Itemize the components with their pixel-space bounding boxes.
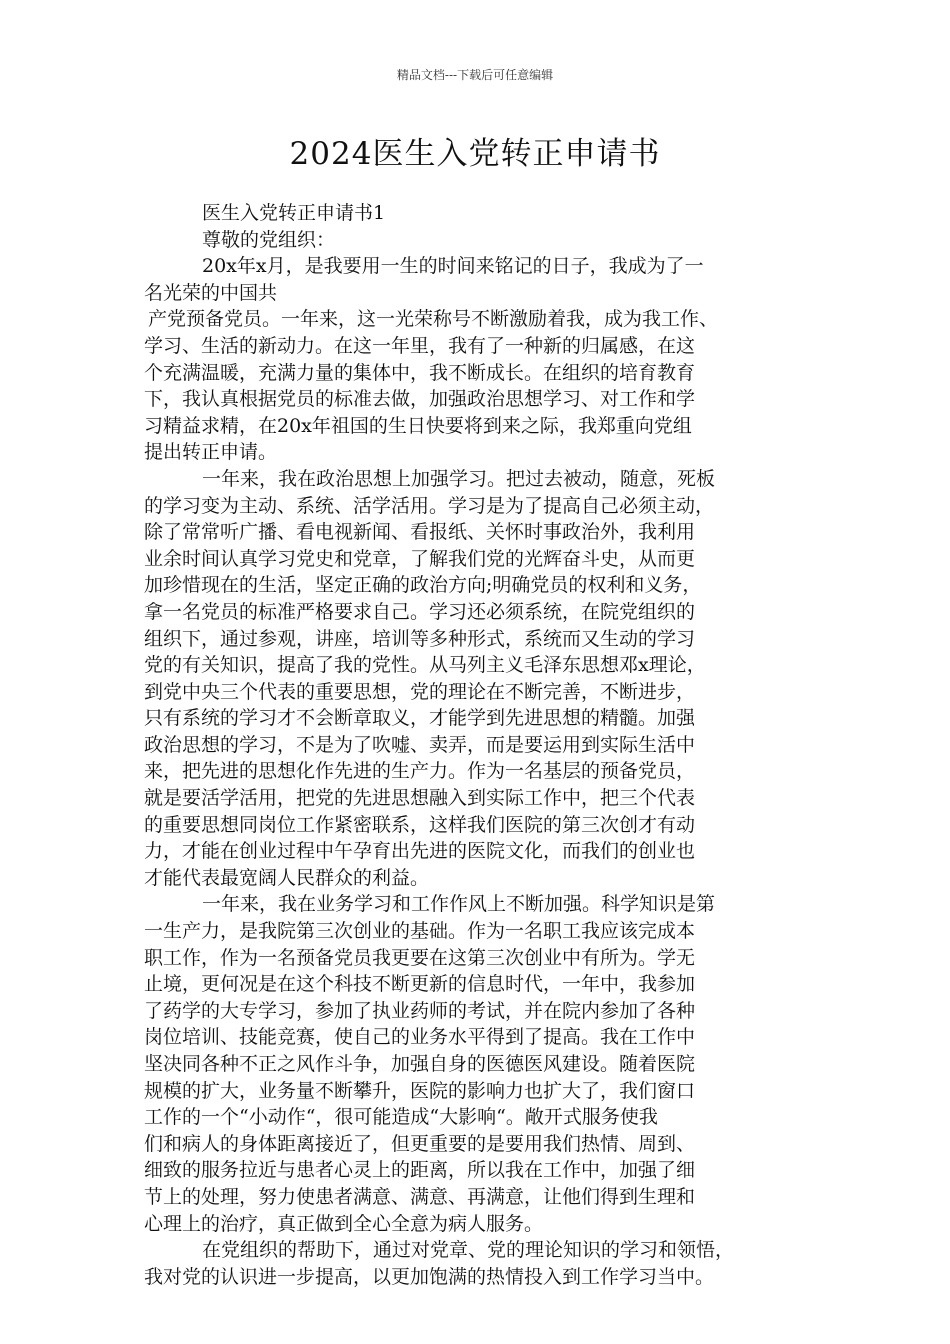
text-line: 党的有关知识，提高了我的党性。从马列主义毛泽东思想邓x理论， [144, 654, 706, 677]
text-line: 的重要思想同岗位工作紧密联系，这样我们医院的第三次创才有动 [144, 813, 696, 836]
text-line: 我对党的认识进一步提高，以更加饱满的热情投入到工作学习当中。 [144, 1265, 715, 1288]
text-line: 加珍惜现在的生活，坚定正确的政治方向;明确党员的权利和义务， [144, 574, 702, 597]
text-line: 除了常常听广播、看电视新闻、看报纸、关怀时事政治外，我利用 [144, 521, 696, 544]
text-line: 们和病人的身体距离接近了，但更重要的是要用我们热情、周到、 [144, 1132, 696, 1155]
text-line: 提出转正申请。 [144, 441, 278, 464]
text-line: 止境，更何况是在这个科技不断更新的信息时代，一年中，我参加 [144, 973, 696, 996]
text-line: 节上的处理，努力使患者满意、满意、再满意，让他们得到生理和 [144, 1185, 696, 1208]
text-line: 心理上的治疗，真正做到全心全意为病人服务。 [144, 1212, 544, 1235]
text-line: 20x年x月，是我要用一生的时间来铭记的日子，我成为了一 [202, 255, 704, 278]
text-line: 了药学的大专学习，参加了执业药师的考试，并在院内参加了各种 [144, 999, 696, 1022]
text-line: 下，我认真根据党员的标准去做，加强政治思想学习、对工作和学 [144, 388, 696, 411]
text-line: 才能代表最宽阔人民群众的利益。 [144, 866, 430, 889]
page-header: 精品文档---下载后可任意编辑 [396, 68, 554, 82]
text-line: 一年来，我在政治思想上加强学习。把过去被动，随意，死板 [202, 467, 716, 490]
text-line: 学习、生活的新动力。在这一年里，我有了一种新的归属感，在这 [144, 334, 696, 357]
text-line: 习精益求精，在20x年祖国的生日快要将到来之际，我郑重向党组 [144, 414, 692, 437]
text-line: 来，把先进的思想化作先进的生产力。作为一名基层的预备党员， [144, 760, 696, 783]
text-line: 岗位培训、技能竞赛，使自己的业务水平得到了提高。我在工作中 [144, 1026, 696, 1049]
text-line: 就是要活学活用，把党的先进思想融入到实际工作中，把三个代表 [144, 787, 696, 810]
text-line: 尊敬的党组织： [202, 228, 336, 251]
text-line: 一生产力，是我院第三次创业的基础。作为一名职工我应该完成本 [144, 920, 696, 943]
text-line: 工作的一个“小动作“，很可能造成“大影响“。敞开式服务使我 [144, 1106, 658, 1129]
text-line: 力，才能在创业过程中午孕育出先进的医院文化，而我们的创业也 [144, 840, 696, 863]
text-line: 到党中央三个代表的重要思想，党的理论在不断完善，不断进步， [144, 680, 696, 703]
text-line: 名光荣的中国共 [144, 281, 278, 304]
document-title: 2024医生入党转正申请书 [289, 136, 661, 172]
text-line: 坚决同各种不正之风作斗争，加强自身的医德医风建设。随着医院 [144, 1053, 696, 1075]
text-line: 组织下，通过参观，讲座，培训等多种形式，系统而又生动的学习 [144, 627, 696, 650]
text-line: 职工作，作为一名预备党员我更要在这第三次创业中有所为。学无 [144, 946, 696, 969]
text-line: 的学习变为主动、系统、活学活用。学习是为了提高自己必须主动， [144, 494, 715, 517]
text-line: 在党组织的帮助下，通过对党章、党的理论知识的学习和领悟， [202, 1239, 735, 1262]
text-line: 一年来，我在业务学习和工作作风上不断加强。科学知识是第 [202, 893, 716, 916]
text-line: 细致的服务拉近与患者心灵上的距离，所以我在工作中，加强了细 [144, 1159, 696, 1182]
text-line: 产党预备党员。一年来，这一光荣称号不断激励着我，成为我工作、 [148, 308, 719, 331]
text-line: 政治思想的学习，不是为了吹嘘、卖弄，而是要运用到实际生活中 [144, 733, 696, 756]
text-line: 拿一名党员的标准严格要求自己。学习还必须系统，在院党组织的 [144, 600, 696, 623]
text-line: 规模的扩大，业务量不断攀升，医院的影响力也扩大了，我们窗口 [144, 1079, 696, 1102]
text-line: 医生入党转正申请书1 [202, 202, 386, 224]
text-line: 个充满温暖，充满力量的集体中，我不断成长。在组织的培育教育 [144, 361, 696, 384]
text-line: 业余时间认真学习党史和党章，了解我们党的光辉奋斗史，从而更 [144, 547, 696, 570]
document-body [144, 200, 824, 1290]
text-line: 只有系统的学习才不会断章取义，才能学到先进思想的精髓。加强 [144, 707, 696, 730]
